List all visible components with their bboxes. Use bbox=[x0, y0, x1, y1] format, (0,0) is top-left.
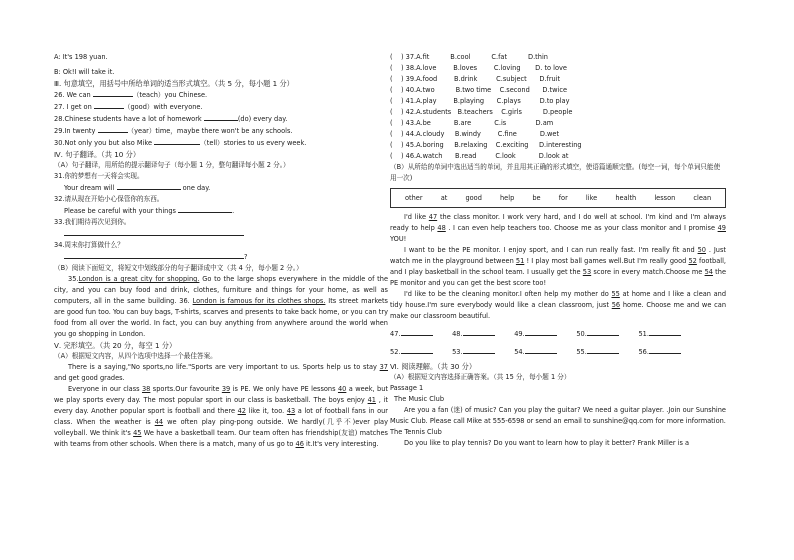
fill-blank-paragraph-2: I want to be the PE monitor. I enjoy sport, and I can run really fast. I'm really fit and 50 . Just watch me in the playground between 51 ! I play most ball games well.But I'm really good 52 football, and I play basketball in the school team. I usually get the 53 score in every match.Choose me 54 the PE monitor and you can get the best score too! bbox=[390, 246, 727, 287]
cloze-blank-40[interactable]: 40 bbox=[337, 385, 347, 393]
music-club-title: The Music Club bbox=[394, 395, 445, 403]
question-30: 30.Not only you but also Mike （tell）stories to us every week. bbox=[54, 139, 307, 147]
answer-blank[interactable] bbox=[98, 125, 128, 133]
question-27: 27. I get on （good）with everyone. bbox=[54, 103, 203, 111]
word-bank-item: health bbox=[615, 194, 637, 202]
word-bank-item: be bbox=[532, 194, 541, 202]
cloze-blank-38[interactable]: 38 bbox=[141, 385, 151, 393]
option-row-43[interactable]: ( ) 43.A.be B.are C.is D.am bbox=[390, 119, 554, 127]
answer-slot[interactable]: 56. bbox=[638, 346, 698, 358]
cloze-blank-37[interactable]: 37 bbox=[379, 363, 388, 371]
cloze-blank-39[interactable]: 39 bbox=[221, 385, 231, 393]
dialogue-line: B: Ok!I will take it. bbox=[54, 68, 115, 76]
option-row-44[interactable]: ( ) 44.A.cloudy B.windy C.fine D.wet bbox=[390, 130, 560, 138]
word-bank bbox=[390, 188, 726, 208]
answer-row-1 bbox=[390, 328, 726, 340]
fill-blank-paragraph-3: I'd like to be the cleaning monitor.I often help my mother do 55 at home and I like a clean and tidy house.I'm sure everybody would like a clean classroom, just 56 home. Choose me and we can make our classroom beautiful. bbox=[390, 290, 727, 320]
answer-row-2 bbox=[390, 346, 726, 358]
question-34-chinese: 34.周末你打算做什么？ bbox=[54, 241, 124, 249]
fill-blank-53[interactable]: 53 bbox=[582, 268, 592, 276]
word-bank-item: lesson bbox=[654, 194, 676, 202]
word-bank-item: help bbox=[500, 194, 515, 202]
word-bank-item: other bbox=[405, 194, 423, 202]
question-33-answer-line bbox=[54, 228, 388, 240]
fill-blank-paragraph-1: I'd like 47 the class monitor. I work very hard, and I do well at school. I'm kind and I'm always ready to help 48 . I can even help teachers too. Choose me as your class monitor and I promise 49 YOU! bbox=[390, 213, 726, 243]
fill-blank-49[interactable]: 49 bbox=[717, 224, 726, 232]
section-4-heading: Ⅳ. 句子翻译。（共 10 分） bbox=[54, 150, 141, 159]
right-column bbox=[390, 52, 726, 449]
passage-label: Passage 1 bbox=[390, 384, 424, 392]
left-column bbox=[54, 52, 388, 450]
cloze-blank-45[interactable]: 45 bbox=[133, 429, 142, 437]
option-row-39[interactable]: ( ) 39.A.food B.drink C.subject D.fruit bbox=[390, 75, 561, 83]
answer-slot[interactable]: 53. bbox=[452, 346, 512, 358]
answer-slot[interactable]: 48. bbox=[452, 328, 512, 340]
question-33-chinese: 33.我们期待再次见到你。 bbox=[54, 218, 131, 226]
question-34-answer-line: ? bbox=[54, 251, 388, 263]
section-6-heading: Ⅵ. 阅读理解。（共 30 分） bbox=[390, 362, 477, 371]
cloze-paragraph-1: There is a saying,"No sports,no life."Sports are very important to us. Sports help us to stay 37 and get good grades. bbox=[54, 363, 388, 382]
cloze-blank-41[interactable]: 41 bbox=[367, 396, 376, 404]
answer-blank[interactable] bbox=[178, 205, 232, 213]
word-bank-item: at bbox=[440, 194, 448, 202]
option-row-37[interactable]: ( ) 37.A.fit B.cool C.fat D.thin bbox=[390, 53, 548, 61]
question-31-chinese: 31.你的梦想有一天将会实现。 bbox=[54, 172, 144, 180]
answer-blank[interactable] bbox=[204, 113, 238, 121]
word-bank-item: clean bbox=[693, 194, 712, 202]
fill-blank-51[interactable]: 51 bbox=[515, 257, 525, 265]
answer-blank[interactable] bbox=[94, 101, 124, 109]
answer-slot[interactable]: 55. bbox=[576, 346, 636, 358]
cloze-blank-44[interactable]: 44 bbox=[154, 418, 164, 426]
option-row-46[interactable]: ( ) 46.A.watch B.read C.look D.look at bbox=[390, 152, 569, 160]
section-5-heading: Ⅴ. 完形填空。（共 20 分，每空 1 分） bbox=[54, 341, 177, 350]
answer-blank[interactable] bbox=[117, 182, 181, 190]
answer-blank[interactable] bbox=[154, 137, 200, 145]
cloze-blank-43[interactable]: 43 bbox=[286, 407, 296, 415]
fill-blank-54[interactable]: 54 bbox=[704, 268, 713, 276]
tennis-club-text: Do you like to play tennis? Do you want to learn how to play it better? Frank Miller is a bbox=[404, 439, 690, 447]
answer-blank[interactable] bbox=[64, 228, 244, 236]
answer-slot[interactable]: 49. bbox=[514, 328, 574, 340]
london-passage: 35.London is a great city for shopping. Go to the large shops everywhere in the middle of the city, and you can buy food and drink, clothes, furniture and things for your home, as well as computers, all in the same building. 36. London is famous for its clothes shops. Its street markets are good fun too. You can buy bags, T-shirts, scarves and presents to take back home, or you can try food from all over the world. In fact, you can buy anything from anywhere around the world when you go shopping in London. bbox=[54, 275, 389, 338]
fill-blank-52[interactable]: 52 bbox=[688, 257, 697, 265]
fill-blank-50[interactable]: 50 bbox=[697, 246, 706, 254]
option-row-38[interactable]: ( ) 38.A.love B.loves C.loving D. to love bbox=[390, 64, 567, 72]
question-29: 29.In twenty （year）time，maybe there won't be any schools. bbox=[54, 127, 293, 135]
question-32-english: Please be careful with your things . bbox=[64, 207, 235, 215]
option-row-42[interactable]: ( ) 42.A.students B.teachers C.girls D.people bbox=[390, 108, 573, 116]
question-28: 28.Chinese students have a lot of homework (do) every day. bbox=[54, 115, 288, 123]
question-31-english: Your dream will one day. bbox=[64, 184, 211, 192]
answer-blank[interactable] bbox=[64, 251, 244, 259]
tennis-club-title: The Tennis Club bbox=[390, 428, 442, 436]
cloze-blank-42[interactable]: 42 bbox=[237, 407, 246, 415]
section-3-heading: Ⅲ. 句意填空，用括号中所给单词的适当形式填空。（共 5 分，每小题 1 分） bbox=[54, 79, 294, 88]
section-6a-heading: （A）根据短文内容选择正确答案。（共 15 分，每小题 1 分） bbox=[390, 373, 571, 381]
answer-slot[interactable]: 51. bbox=[638, 328, 698, 340]
word-bank-item: good bbox=[465, 194, 482, 202]
cloze-blank-46[interactable]: 46 bbox=[295, 440, 304, 448]
cloze-paragraph-2: Everyone in our class 38 sports.Our favourite 39 is PE. We only have PE lessons 40 a week, but we play sports every day. The most popular sport in our class is basketball. The boys enjoy 41 , it every day. Another popular sport is football and there 42 like it, too. 43 a lot of football fans in our class. When the weather is 44 we often play ping-pong outside. We hardly(几乎不)ever play volleyball. We think it's 45 We have a basketball team. Our team often has friendship(友谊) matches with teams from other schools. When there is a match, many of us go to 46 it.It's very interesting. bbox=[54, 385, 389, 448]
dialogue-line: A: It's 198 yuan. bbox=[54, 53, 108, 61]
answer-slot[interactable]: 47. bbox=[390, 328, 450, 340]
answer-slot[interactable]: 50. bbox=[576, 328, 636, 340]
answer-blank[interactable] bbox=[93, 89, 133, 97]
word-bank-item: for bbox=[558, 194, 568, 202]
word-bank-item: like bbox=[585, 194, 598, 202]
fill-blank-48[interactable]: 48 bbox=[437, 224, 446, 232]
fill-blank-55[interactable]: 55 bbox=[611, 290, 620, 298]
answer-slot[interactable]: 54. bbox=[514, 346, 574, 358]
fill-blank-56[interactable]: 56 bbox=[611, 301, 621, 309]
sentence-36: London is famous for its clothes shops. bbox=[192, 297, 326, 305]
option-row-41[interactable]: ( ) 41.A.play B.playing C.plays D.to play bbox=[390, 97, 570, 105]
sentence-35: London is a great city for shopping. bbox=[78, 275, 200, 283]
answer-slot[interactable]: 52. bbox=[390, 346, 450, 358]
music-club-text: Are you a fan (迷) of music? Can you play the guitar? We need a guitar player. .Join our Sunshine Music Club. Please call Mike at 555-6598 or send an email to sunshine@qq.com for more information. bbox=[390, 406, 726, 425]
option-row-40[interactable]: ( ) 40.A.two B.two time C.second D.twice bbox=[390, 86, 568, 94]
section-4b-heading: （B）阅读下面短文，将短文中划线部分的句子翻译成中文（共 4 分，每小题 2 分。） bbox=[54, 264, 303, 272]
fill-blank-47[interactable]: 47 bbox=[428, 213, 438, 221]
question-32-chinese: 32.请从现在开始小心保管你的东西。 bbox=[54, 195, 164, 203]
section-5a-heading: （A）根据短文内容，从四个选项中选择一个最佳答案。 bbox=[54, 352, 217, 360]
section-4a-heading: （A）句子翻译，用所给的提示翻译句子（每小题 1 分，整句翻译每小题 2 分。） bbox=[54, 161, 290, 169]
question-26: 26. We can （teach）you Chinese. bbox=[54, 91, 208, 99]
option-row-45[interactable]: ( ) 45.A.boring B.relaxing C.exciting D.interesting bbox=[390, 141, 582, 149]
section-5b-heading: （B）从所给的单词中选出适当的单词，并且用其正确的形式填空，使语篇通顺完整。(每空一词，每个单词只能使用一次) bbox=[390, 163, 721, 182]
